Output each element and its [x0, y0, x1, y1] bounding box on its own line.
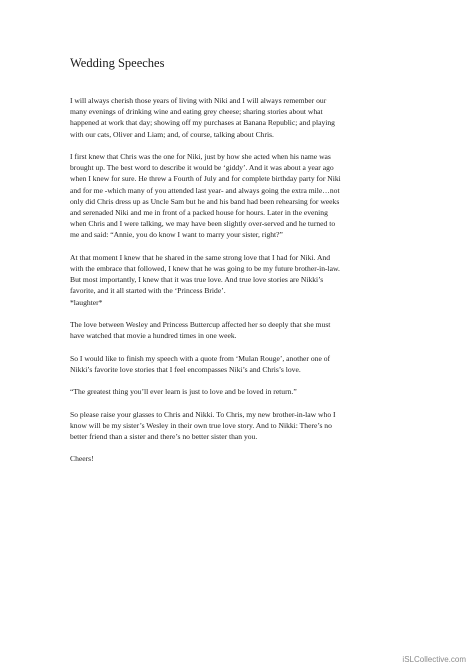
text-line: Cheers!: [70, 454, 94, 464]
text-line: when Chris and I were talking, we may have been slightly over-served and he turned to: [70, 219, 336, 229]
text-line: only did Chris dress up as Uncle Sam but he and his band had been rehearsing for weeks: [70, 196, 340, 206]
text-line: I will always cherish those years of living with Niki and I will always remember our: [70, 96, 327, 105]
paragraph: [70, 151, 422, 241]
text-line: *laughter*: [70, 297, 103, 307]
text-line: brought up. The best word to describe it would be ‘giddy’. And it was about a year ago: [70, 163, 334, 173]
text-line: “The greatest thing you’ll ever learn is just to love and be loved in return.”: [70, 387, 297, 397]
text-line: The love between Wesley and Princess Buttercup affected her so deeply that she must: [70, 320, 331, 330]
text-line: better friend than a sister and there’s no better sister than you.: [70, 432, 258, 441]
text-line: and for me -which many of you attended last year- and always going the extra mile…not: [70, 185, 340, 195]
paragraph: [70, 453, 422, 464]
document-body: [70, 95, 422, 476]
paragraph: [70, 386, 422, 397]
paragraph: [70, 409, 422, 443]
text-line: I first knew that Chris was the one for Niki, just by how she acted when his name was: [70, 152, 331, 161]
paragraph: [70, 252, 422, 308]
paragraph: [70, 319, 422, 341]
paragraph: [70, 353, 422, 375]
text-line: with the embrace that followed, I knew that he was going to be my future brother-in-law.: [70, 264, 340, 274]
text-line: favorite, and it all started with the ‘Princess Bride’.: [70, 286, 226, 296]
text-line: know will be my sister’s Wesley in their own true love story. And to Nikki: There’s no: [70, 420, 332, 430]
paragraph: [70, 95, 422, 140]
watermark: iSLCollective.com: [402, 655, 466, 664]
text-line: me and said: “Annie, you do know I want to marry your sister, right?”: [70, 230, 283, 240]
document-title: Wedding Speeches: [70, 56, 165, 70]
text-line: have watched that movie a hundred times in one week.: [70, 331, 237, 341]
text-line: At that moment I knew that he shared in the same strong love that I had for Niki. And: [70, 252, 331, 262]
text-line: So please raise your glasses to Chris and Nikki. To Chris, my new brother-in-law who I: [70, 409, 336, 419]
text-line: happened at work that day; showing off my purchases at Banana Republic; and playing: [70, 118, 335, 128]
text-line: with our cats, Oliver and Liam; and, of course, talking about Chris.: [70, 129, 274, 139]
text-line: many evenings of drinking wine and eating grey cheese; sharing stories about what: [70, 107, 323, 117]
text-line: and serenaded Niki and me in front of a packed house for hours. Later in the evening: [70, 208, 328, 218]
text-line: So I would like to finish my speech with a quote from ‘Mulan Rouge’, another one of: [70, 353, 331, 363]
text-line: But most importantly, I knew that it was true love. And true love stories are Nikki’s: [70, 275, 324, 285]
text-line: when I knew for sure. He threw a Fourth of July and for complete birthday party for Niki: [70, 174, 341, 184]
text-line: Nikki’s favorite love stories that I feel encompasses Niki’s and Chris’s love.: [70, 364, 301, 374]
